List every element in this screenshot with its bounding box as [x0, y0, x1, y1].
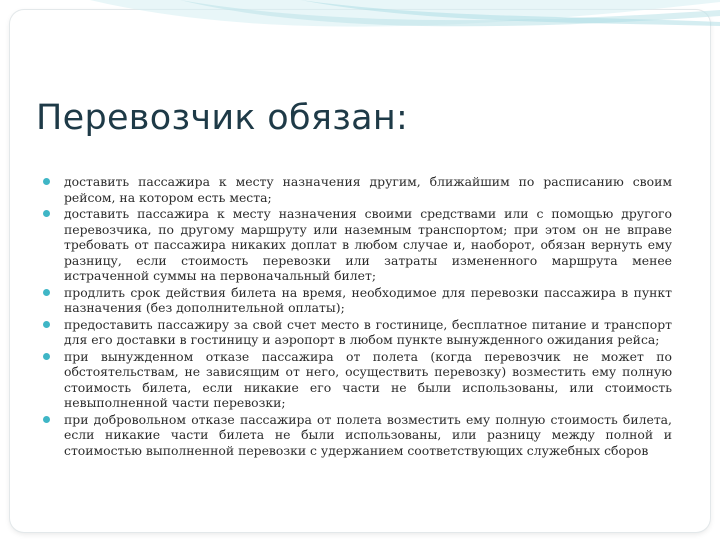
list-item [40, 412, 672, 459]
list-item-text: предоставить пассажиру за свой счет место в гостинице, бесплатное питание и транспорт для его доставки в гостиницу и аэропорт в любом пункте вынужденного ожидания рейса; [64, 316, 672, 347]
list-item [40, 206, 672, 284]
obligations-list [40, 174, 672, 459]
bullet-icon [43, 321, 50, 328]
list-item-text: доставить пассажира к месту назначения своими средствами или с помощью другого перевозчика, по другому маршруту или наземным транспортом; при этом он не вправе требовать от пассажира никаких доплат в любом случае и, наоборот, обязан вернуть ему разницу, если стоимость перевозки или затраты измененного маршрута менее истраченной суммы на первоначальный билет; [64, 206, 672, 283]
list-item [40, 317, 672, 348]
list-item [40, 349, 672, 411]
list-item-text: продлить срок действия билета на время, необходимое для перевозки пассажира в пункт назначения (без дополнительной оплаты); [64, 284, 672, 315]
list-item-text: доставить пассажира к месту назначения другим, ближайшим по расписанию своим рейсом, на котором есть места; [64, 174, 672, 205]
bullet-icon [43, 416, 50, 423]
bullet-icon [43, 353, 50, 360]
bullet-icon [43, 210, 50, 217]
bullet-icon [43, 289, 50, 296]
list-item [40, 285, 672, 316]
slide-title: Перевозчик обязан: [36, 98, 409, 138]
list-item-text: при вынужденном отказе пассажира от полета (когда перевозчик не может по обстоятельствам, не зависящим от него, осуществить перевозку) возместить ему полную стоимость билета, если никакие его части не были использованы, или стоимость невыполненной части перевозки; [64, 348, 672, 410]
list-item [40, 174, 672, 205]
list-item-text: при добровольном отказе пассажира от полета возместить ему полную стоимость билета, если никакие части билета не были использованы, или разницу между полной и стоимостью выполненной перевозки с удержанием соответствующих служебных сборов [64, 411, 672, 458]
bullet-icon [43, 178, 50, 185]
